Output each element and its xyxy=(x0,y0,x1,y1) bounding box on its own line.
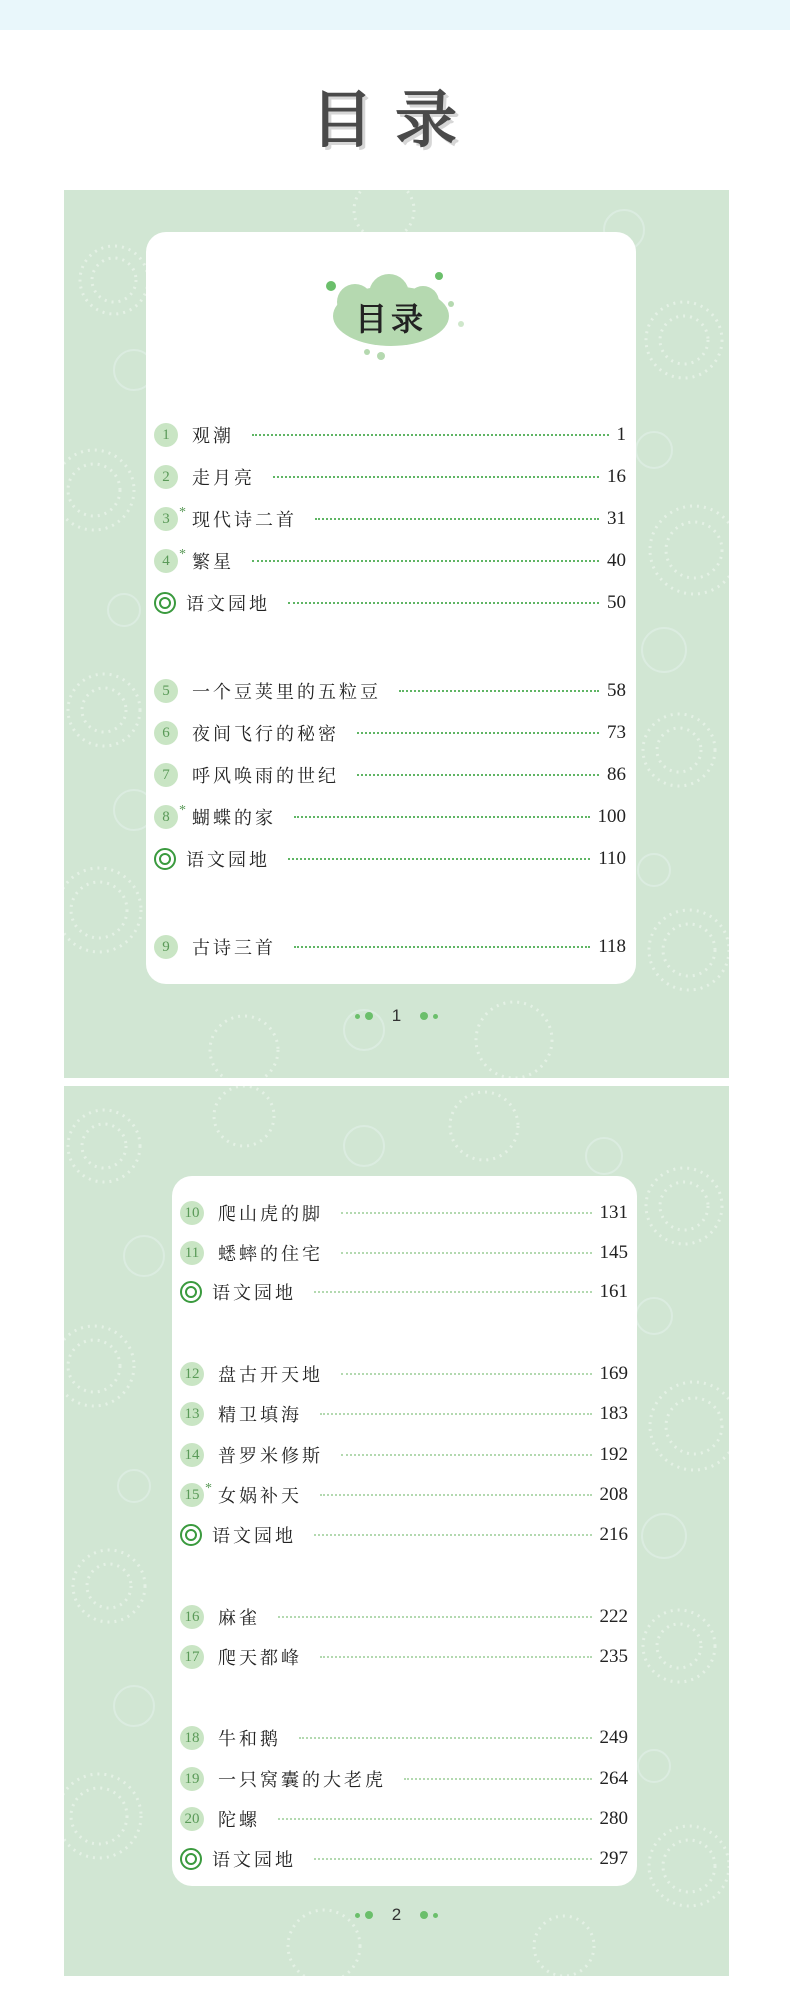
leader-dots xyxy=(341,1212,592,1214)
leader-dots xyxy=(341,1373,592,1375)
page-ref: 100 xyxy=(597,806,626,827)
leader-dots xyxy=(399,690,599,692)
toc-entry[interactable] xyxy=(154,420,626,450)
double-circle-icon xyxy=(180,1524,202,1546)
leader-dots xyxy=(278,1818,592,1820)
lesson-number: 20 xyxy=(180,1807,204,1831)
toc-entry-garden[interactable] xyxy=(154,588,626,618)
lesson-number: 4 * xyxy=(154,549,178,573)
page-ref: 169 xyxy=(599,1363,628,1384)
page-number xyxy=(64,1904,729,1925)
lesson-title: 爬天都峰 xyxy=(218,1648,302,1669)
leader-dots xyxy=(341,1252,592,1254)
page-ref: 40 xyxy=(607,550,626,571)
lesson-number: 16 xyxy=(180,1605,204,1629)
toc-entry-garden[interactable] xyxy=(180,1844,628,1874)
leader-dots xyxy=(404,1778,592,1780)
lesson-title: 古诗三首 xyxy=(192,938,276,959)
leader-dots xyxy=(252,560,599,562)
lesson-title: 一只窝囊的大老虎 xyxy=(218,1770,386,1791)
toc-entry[interactable] xyxy=(180,1764,628,1794)
lesson-title: 蟋蟀的住宅 xyxy=(218,1244,323,1265)
lesson-number: 5 xyxy=(154,679,178,703)
toc-page-1 xyxy=(64,190,729,1078)
lesson-number: 8 * xyxy=(154,805,178,829)
page-ref: 183 xyxy=(599,1403,628,1424)
toc-entry[interactable] xyxy=(180,1602,628,1632)
leader-dots xyxy=(314,1534,592,1536)
double-circle-icon xyxy=(154,848,176,870)
badge-title: 目录 xyxy=(354,300,427,338)
page-ref: 192 xyxy=(599,1444,628,1465)
toc-entry[interactable] xyxy=(154,462,626,492)
lesson-number: 18 xyxy=(180,1726,204,1750)
lesson-number: 1 xyxy=(154,423,178,447)
double-circle-icon xyxy=(180,1848,202,1870)
lesson-number: 10 xyxy=(180,1201,204,1225)
page-ref: 31 xyxy=(607,508,626,529)
page-number-label: 2 xyxy=(391,1904,402,1924)
lesson-number: 3 * xyxy=(154,507,178,531)
page-ref: 249 xyxy=(599,1727,628,1748)
toc-entry[interactable] xyxy=(180,1804,628,1834)
lesson-number: 2 xyxy=(154,465,178,489)
leader-dots xyxy=(273,476,599,478)
lesson-title: 语文园地 xyxy=(212,1526,296,1547)
toc-entry-garden[interactable] xyxy=(154,844,626,874)
page-ref: 110 xyxy=(598,848,626,869)
lesson-title: 女娲补天 xyxy=(218,1486,302,1507)
page-ref: 1 xyxy=(616,424,626,445)
lesson-number: 13 xyxy=(180,1402,204,1426)
lesson-number: 15 * xyxy=(180,1483,204,1507)
page-ref: 50 xyxy=(607,592,626,613)
leader-dots xyxy=(320,1656,592,1658)
toc-card xyxy=(146,232,636,984)
top-strip xyxy=(0,0,790,30)
page-ref: 222 xyxy=(599,1606,628,1627)
page-title: 目录 xyxy=(310,83,479,156)
toc-entry[interactable] xyxy=(154,760,626,790)
lesson-number: 11 xyxy=(180,1241,204,1265)
page-ref: 280 xyxy=(599,1808,628,1829)
toc-entry[interactable] xyxy=(154,718,626,748)
title-badge xyxy=(311,264,471,364)
leader-dots xyxy=(357,732,599,734)
lesson-title: 呼风唤雨的世纪 xyxy=(192,766,339,787)
lesson-title: 现代诗二首 xyxy=(192,510,297,531)
dot-ornament-icon xyxy=(420,1905,438,1925)
leader-dots xyxy=(299,1737,592,1739)
toc-entry[interactable] xyxy=(180,1238,628,1268)
lesson-number: 17 xyxy=(180,1645,204,1669)
toc-entry[interactable] xyxy=(154,676,626,706)
toc-page-2 xyxy=(64,1086,729,1976)
lesson-title: 蝴蝶的家 xyxy=(192,808,276,829)
leader-dots xyxy=(341,1454,592,1456)
toc-card xyxy=(172,1176,637,1886)
toc-entry-garden[interactable] xyxy=(180,1277,628,1307)
toc-entry-garden[interactable] xyxy=(180,1520,628,1550)
lesson-number: 19 xyxy=(180,1767,204,1791)
page-ref: 73 xyxy=(607,722,626,743)
dot-ornament-icon xyxy=(355,1006,373,1026)
page-number xyxy=(64,1005,729,1026)
leader-dots xyxy=(314,1291,592,1293)
leader-dots xyxy=(278,1616,592,1618)
lesson-title: 精卫填海 xyxy=(218,1405,302,1426)
lesson-title: 语文园地 xyxy=(212,1850,296,1871)
toc-entry[interactable] xyxy=(180,1440,628,1470)
lesson-title: 陀螺 xyxy=(218,1810,260,1831)
leader-dots xyxy=(357,774,599,776)
page-ref: 58 xyxy=(607,680,626,701)
toc-entry[interactable] xyxy=(154,504,626,534)
toc-entry[interactable] xyxy=(154,932,626,962)
lesson-title: 语文园地 xyxy=(186,594,270,615)
leader-dots xyxy=(314,1858,592,1860)
toc-entry[interactable] xyxy=(180,1399,628,1429)
leader-dots xyxy=(315,518,599,520)
lesson-title: 语文园地 xyxy=(186,850,270,871)
lesson-title: 夜间飞行的秘密 xyxy=(192,724,339,745)
leader-dots xyxy=(252,434,609,436)
lesson-number: 9 xyxy=(154,935,178,959)
leader-dots xyxy=(320,1494,592,1496)
lesson-title: 普罗米修斯 xyxy=(218,1446,323,1467)
lesson-title: 走月亮 xyxy=(192,468,255,489)
page-ref: 118 xyxy=(598,936,626,957)
lesson-title: 牛和鹅 xyxy=(218,1729,281,1750)
toc-entry[interactable] xyxy=(154,546,626,576)
leader-dots xyxy=(320,1413,592,1415)
lesson-title: 爬山虎的脚 xyxy=(218,1204,323,1225)
page-ref: 86 xyxy=(607,764,626,785)
lesson-title: 繁星 xyxy=(192,552,234,573)
toc-entry[interactable] xyxy=(154,802,626,832)
toc-entry[interactable] xyxy=(180,1723,628,1753)
page-ref: 16 xyxy=(607,466,626,487)
dot-ornament-icon xyxy=(420,1006,438,1026)
page-ref: 208 xyxy=(599,1484,628,1505)
double-circle-icon xyxy=(180,1281,202,1303)
double-circle-icon xyxy=(154,592,176,614)
lesson-number: 6 xyxy=(154,721,178,745)
page-ref: 145 xyxy=(599,1242,628,1263)
leader-dots xyxy=(288,602,599,604)
toc-entry[interactable] xyxy=(180,1359,628,1389)
page-ref: 297 xyxy=(599,1848,628,1869)
page-ref: 264 xyxy=(599,1768,628,1789)
lesson-number: 12 xyxy=(180,1362,204,1386)
toc-entry[interactable] xyxy=(180,1642,628,1672)
page-ref: 216 xyxy=(599,1524,628,1545)
leader-dots xyxy=(288,858,590,860)
lesson-title: 盘古开天地 xyxy=(218,1365,323,1386)
page-ref: 161 xyxy=(599,1281,628,1302)
lesson-title: 一个豆荚里的五粒豆 xyxy=(192,682,381,703)
lesson-number: 7 xyxy=(154,763,178,787)
toc-entry[interactable] xyxy=(180,1480,628,1510)
toc-entry[interactable] xyxy=(180,1198,628,1228)
page-number-label: 1 xyxy=(391,1005,402,1025)
page-ref: 235 xyxy=(599,1646,628,1667)
lesson-title: 观潮 xyxy=(192,426,234,447)
lesson-title: 麻雀 xyxy=(218,1608,260,1629)
dot-ornament-icon xyxy=(355,1905,373,1925)
leader-dots xyxy=(294,816,590,818)
page-ref: 131 xyxy=(599,1202,628,1223)
leader-dots xyxy=(294,946,590,948)
lesson-title: 语文园地 xyxy=(212,1283,296,1304)
lesson-number: 14 xyxy=(180,1443,204,1467)
